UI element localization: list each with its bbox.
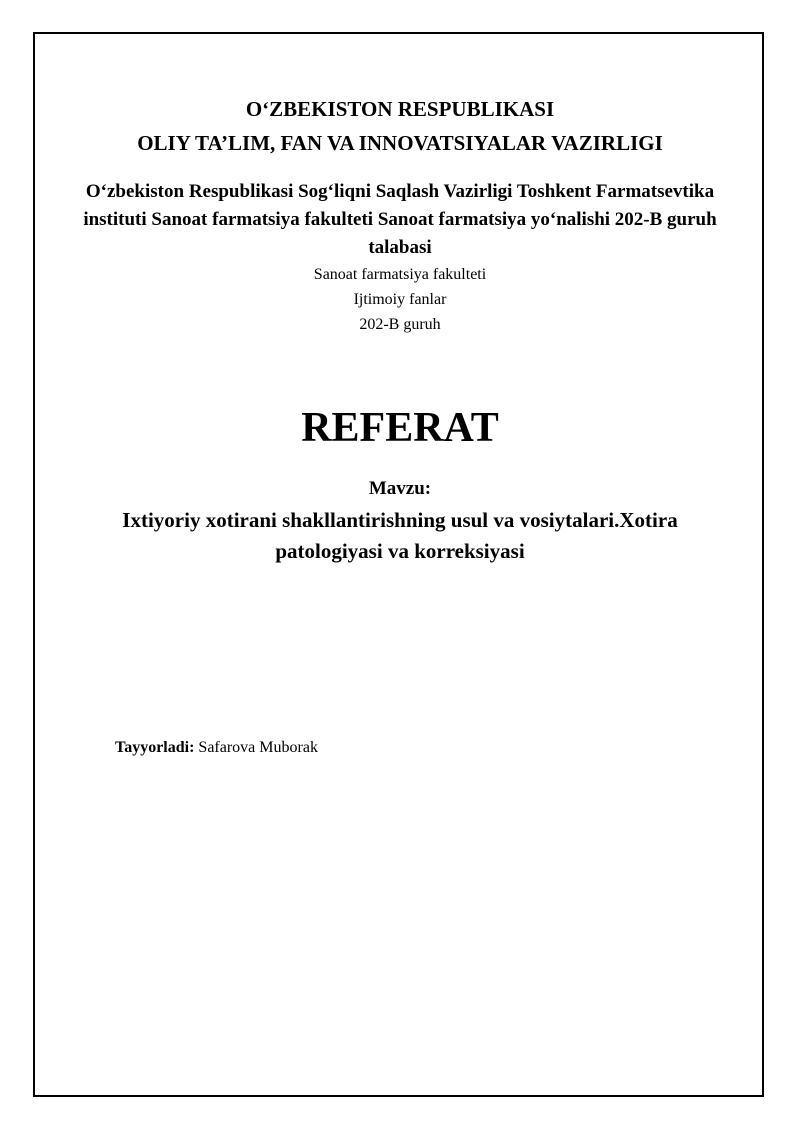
document-title: REFERAT	[301, 405, 499, 451]
ministry-heading: OLIY TA’LIM, FAN VA INNOVATSIYALAR VAZIRLIGI	[137, 131, 663, 155]
author-label: Tayyorladi:	[115, 739, 195, 756]
topic-label: Mavzu:	[368, 478, 432, 499]
country-heading: O‘ZBEKISTON RESPUBLIKASI	[245, 97, 555, 121]
author-line	[115, 736, 318, 760]
faculty-line: Sanoat farmatsiya fakulteti	[313, 266, 487, 283]
group-line: 202-B guruh	[359, 316, 441, 333]
institute-description: O‘zbekiston Respublikasi Sog‘liqni Saqlash Vazirligi Toshkent Farmatsevtika instituti Sanoat farmatsiya fakulteti Sanoat farmatsiya yo‘nalishi 202-B guruh talabasi	[83, 181, 717, 258]
author-name: Safarova Muborak	[198, 739, 318, 756]
topic-text: Ixtiyoriy xotirani shakllantirishning usul va vosiytalari.Xotira patologiyasi va korreksiyasi	[122, 508, 678, 563]
department-line: Ijtimoiy fanlar	[353, 291, 447, 308]
